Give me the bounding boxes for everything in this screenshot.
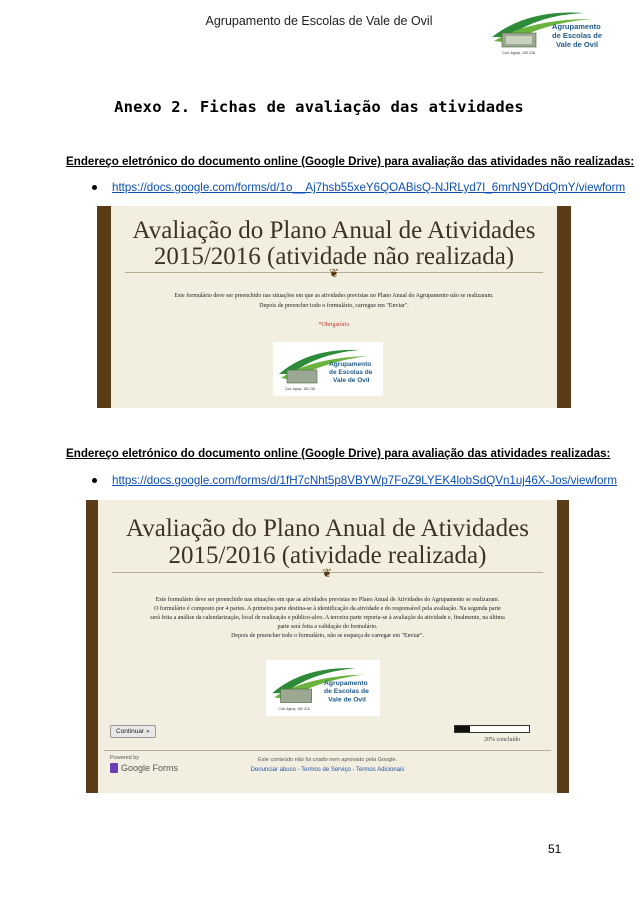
- form-screenshot-not-realized: [97, 206, 571, 408]
- form-title-line2: 2015/2016 (atividade realizada): [168, 542, 487, 569]
- bullet-item-realized: [92, 474, 617, 487]
- small-logo-text-2: de Escolas de: [324, 688, 369, 696]
- small-logo-text-1: Agrupamento: [329, 361, 372, 368]
- small-logo-text-code: Cód. Agrup. 150 216: [285, 387, 316, 391]
- form-description-line2: Depois de preencher todo o formulário, carregue em "Enviar".: [259, 303, 409, 309]
- school-logo: [488, 7, 612, 57]
- form-link-not-realized[interactable]: https://docs.google.com/forms/d/1o__Aj7hsb55xeY6QOABisQ-NJRLyd7I_6mrN9YDdQmY/viewform: [112, 181, 626, 194]
- logo-text-2: de Escolas de: [552, 31, 603, 40]
- logo-text-3: Vale de Ovil: [556, 40, 599, 49]
- form-link-realized[interactable]: https://docs.google.com/forms/d/1fH7cNht5p8VBYWp7FoZ9LYEK4lobSdQVn1uj46X-Jos/viewform: [112, 474, 618, 487]
- school-logo-small: [266, 660, 380, 716]
- small-logo-text-2: de Escolas de: [329, 369, 373, 376]
- form-title-line1: Avaliação do Plano Anual de Atividades: [132, 217, 536, 244]
- header-school-name: Agrupamento de Escolas de Vale de Ovil: [205, 14, 433, 28]
- logo-text-1: Agrupamento: [552, 22, 601, 31]
- form-description-line5: Depois de preencher todo o formulário, não se esqueça de carregar em "Enviar".: [231, 633, 424, 639]
- footer-links[interactable]: Denunciar abuso - Termos de Serviço - Termos Adicionais: [250, 767, 405, 773]
- powered-by-text: Powered by: [110, 755, 140, 761]
- form-title-line1: Avaliação do Plano Anual de Atividades: [126, 515, 529, 542]
- progress-text: 20% concluído: [484, 737, 521, 743]
- heart-icon: ❦: [328, 266, 340, 280]
- bullet-icon: [92, 478, 97, 483]
- form-description-line4: parte será feita a validação do formulário.: [277, 624, 378, 630]
- small-logo-text-code: Cód. Agrup. 150 216: [278, 706, 310, 711]
- bullet-item-not-realized: [92, 181, 625, 194]
- school-logo-small: [273, 342, 383, 396]
- annex-title: Anexo 2. Fichas de avaliação das atividades: [114, 98, 524, 116]
- form-paper: [111, 206, 557, 408]
- section-heading-not-realized: Endereço eletrónico do documento online (Google Drive) para avaliação das atividades não realizadas:: [66, 155, 635, 168]
- bullet-icon: [92, 185, 97, 190]
- required-note: *Obrigatório: [318, 322, 350, 328]
- small-logo-text-3: Vale de Ovil: [333, 377, 370, 384]
- google-forms-label: Google Forms: [121, 763, 179, 773]
- form-description-line1: Este formulário deve ser preenchido nas situações em que as atividades previstas no Plano Anual de Atividades do Agrupamento se realizaram.: [155, 597, 500, 603]
- form-title-line2: 2015/2016 (atividade não realizada): [153, 243, 515, 270]
- heart-icon: ❦: [321, 566, 333, 580]
- small-logo-text-3: Vale de Ovil: [328, 696, 366, 704]
- form-description-line1: Este formulário deve ser preenchido nas situações em que as atividades previstas no Plano Anual do Agrupamento não se realizaram.: [174, 293, 494, 299]
- small-logo-text-1: Agrupamento: [324, 679, 368, 687]
- logo-text-small: Cód. Agrup. 150 216: [502, 51, 535, 55]
- progress-bar: [454, 725, 530, 733]
- continue-button[interactable]: Continuar »: [110, 725, 156, 738]
- footer-note: Este conteúdo não foi criado nem aprovado pela Google.: [257, 757, 398, 763]
- form-description-line2: O formulário é composto por 4 partes. A primeira parte destina-se à identificação da atividade e do responsável pela avaliação. Na segunda parte: [154, 606, 501, 612]
- form-screenshot-realized: [86, 500, 569, 793]
- page-number: 51: [548, 842, 562, 856]
- progress-fill: [455, 726, 470, 732]
- footer-divider: [104, 750, 551, 751]
- form-description-line3: será feita a análise da calendarização, local de realização e público-alvo. A terceira parte reporta-se à avaliação da atividade e, finalmente, na última: [150, 615, 505, 621]
- section-heading-realized: Endereço eletrónico do documento online (Google Drive) para avaliação das atividades realizadas:: [66, 447, 611, 460]
- form-paper: [98, 500, 557, 793]
